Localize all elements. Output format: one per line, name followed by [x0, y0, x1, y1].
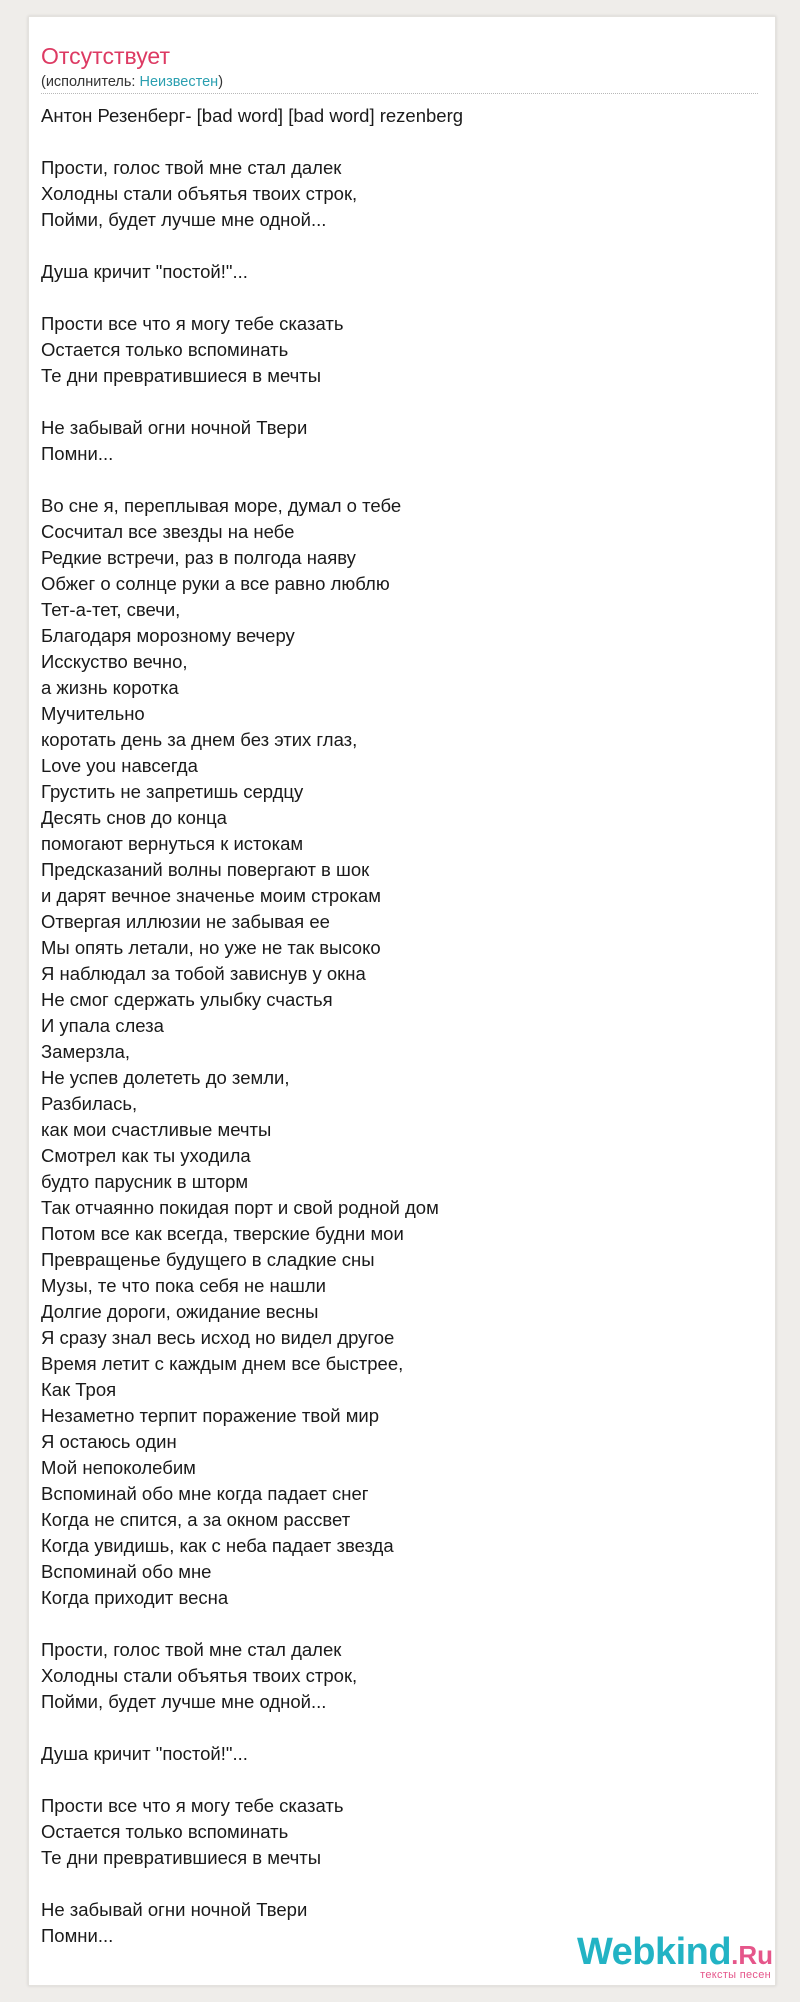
site-logo[interactable]: [543, 1932, 773, 1982]
lyric-line: а жизнь коротка: [41, 677, 179, 698]
lyric-line: Вспоминай обо мне когда падает снег: [41, 1483, 369, 1504]
song-title: Отсутствует: [41, 43, 170, 69]
lyric-line: Обжег о солнце руки а все равно люблю: [41, 573, 390, 594]
logo-word: Webkind: [576, 1931, 732, 1973]
lyric-line: Как Троя: [41, 1379, 117, 1400]
artist-suffix: ): [218, 74, 224, 90]
lyric-line: Так отчаянно покидая порт и свой родной дом: [41, 1197, 439, 1218]
lyric-blank-line: [41, 1767, 741, 1793]
lyric-line: Те дни превратившиеся в мечты: [41, 1847, 322, 1868]
lyric-line: Вспоминай обо мне: [41, 1561, 212, 1582]
lyric-line: Не смог сдержать улыбку счастья: [41, 989, 333, 1010]
lyric-line: Потом все как всегда, тверские будни мои: [41, 1223, 404, 1244]
artist-prefix: (исполнитель:: [41, 74, 140, 90]
lyric-line: Мой непоколебим: [41, 1457, 196, 1478]
lyric-blank-line: [41, 233, 741, 259]
artist-link[interactable]: Неизвестен: [139, 74, 219, 90]
lyric-line: Смотрел как ты уходила: [41, 1145, 251, 1166]
lyric-line: будто парусник в шторм: [41, 1171, 249, 1192]
lyric-line: Помни...: [41, 1925, 114, 1946]
lyric-blank-line: [41, 1715, 741, 1741]
lyric-line: коротать день за днем без этих глаз,: [41, 729, 358, 750]
artist-line: [41, 73, 223, 91]
lyric-line: Остается только вспоминать: [41, 339, 289, 360]
lyric-blank-line: [41, 129, 741, 155]
lyric-line: Те дни превратившиеся в мечты: [41, 365, 322, 386]
lyric-line: Пойми, будет лучше мне одной...: [41, 1691, 327, 1712]
lyric-line: и дарят вечное значенье моим строкам: [41, 885, 381, 906]
lyric-line: Сосчитал все звезды на небе: [41, 521, 295, 542]
lyric-line: Я остаюсь один: [41, 1431, 177, 1452]
lyric-line: Исскуство вечно,: [41, 651, 188, 672]
title-divider: [41, 93, 758, 94]
lyric-line: Когда увидишь, как с неба падает звезда: [41, 1535, 394, 1556]
lyric-line: Незаметно терпит поражение твой мир: [41, 1405, 380, 1426]
lyric-line: Отвергая иллюзии не забывая ее: [41, 911, 330, 932]
lyric-line: И упала слеза: [41, 1015, 164, 1036]
lyric-line: Предсказаний волны повергают в шок: [41, 859, 370, 880]
lyric-line: Холодны стали объятья твоих строк,: [41, 183, 358, 204]
lyric-line: Прости, голос твой мне стал далек: [41, 157, 342, 178]
lyric-line: Душа кричит "постой!"...: [41, 261, 248, 282]
lyric-blank-line: [41, 1871, 741, 1897]
lyric-blank-line: [41, 1611, 741, 1637]
lyric-line: Долгие дороги, ожидание весны: [41, 1301, 319, 1322]
lyric-line: Когда не спится, а за окном рассвет: [41, 1509, 351, 1530]
lyric-line: Музы, те что пока себя не нашли: [41, 1275, 326, 1296]
lyric-line: Холодны стали объятья твоих строк,: [41, 1665, 358, 1686]
lyric-line: Время летит с каждым днем все быстрее,: [41, 1353, 404, 1374]
lyric-line: Мы опять летали, но уже не так высоко: [41, 937, 381, 958]
lyric-line: Прости, голос твой мне стал далек: [41, 1639, 342, 1660]
lyric-line: Разбилась,: [41, 1093, 138, 1114]
lyric-blank-line: [41, 467, 741, 493]
lyric-line: Не забывай огни ночной Твери: [41, 1899, 308, 1920]
lyric-line: Благодаря морозному вечеру: [41, 625, 295, 646]
lyric-line: как мои счастливые мечты: [41, 1119, 272, 1140]
lyric-line: Я наблюдал за тобой зависнув у окна: [41, 963, 366, 984]
lyric-line: Прости все что я могу тебе сказать: [41, 313, 344, 334]
lyric-line: Мучительно: [41, 703, 145, 724]
lyric-line: Превращенье будущего в сладкие сны: [41, 1249, 375, 1270]
lyric-line: Love you навсегда: [41, 755, 198, 776]
lyric-line: Тет-а-тет, свечи,: [41, 599, 181, 620]
lyric-line: Когда приходит весна: [41, 1587, 229, 1608]
logo-tld: .Ru: [731, 1940, 773, 1970]
lyric-line: Антон Резенберг- [bad word] [bad word] rezenberg: [41, 105, 464, 126]
lyric-line: Пойми, будет лучше мне одной...: [41, 209, 327, 230]
lyric-line: Десять снов до конца: [41, 807, 227, 828]
lyric-line: Прости все что я могу тебе сказать: [41, 1795, 344, 1816]
lyric-line: Я сразу знал весь исход но видел другое: [41, 1327, 395, 1348]
lyric-line: Не успев долететь до земли,: [41, 1067, 290, 1088]
lyric-blank-line: [41, 389, 741, 415]
lyric-line: Редкие встречи, раз в полгода наяву: [41, 547, 356, 568]
lyric-line: Душа кричит "постой!"...: [41, 1743, 248, 1764]
lyric-line: Замерзла,: [41, 1041, 131, 1062]
logo-tagline: тексты песен: [700, 1969, 771, 1981]
lyric-blank-line: [41, 285, 741, 311]
lyric-line: Грустить не запретишь сердцу: [41, 781, 304, 802]
lyric-line: Во сне я, переплывая море, думал о тебе: [41, 495, 402, 516]
lyrics-text: [41, 103, 741, 1949]
lyric-line: Помни...: [41, 443, 114, 464]
lyric-line: Остается только вспоминать: [41, 1821, 289, 1842]
lyric-line: Не забывай огни ночной Твери: [41, 417, 308, 438]
lyric-line: помогают вернуться к истокам: [41, 833, 304, 854]
